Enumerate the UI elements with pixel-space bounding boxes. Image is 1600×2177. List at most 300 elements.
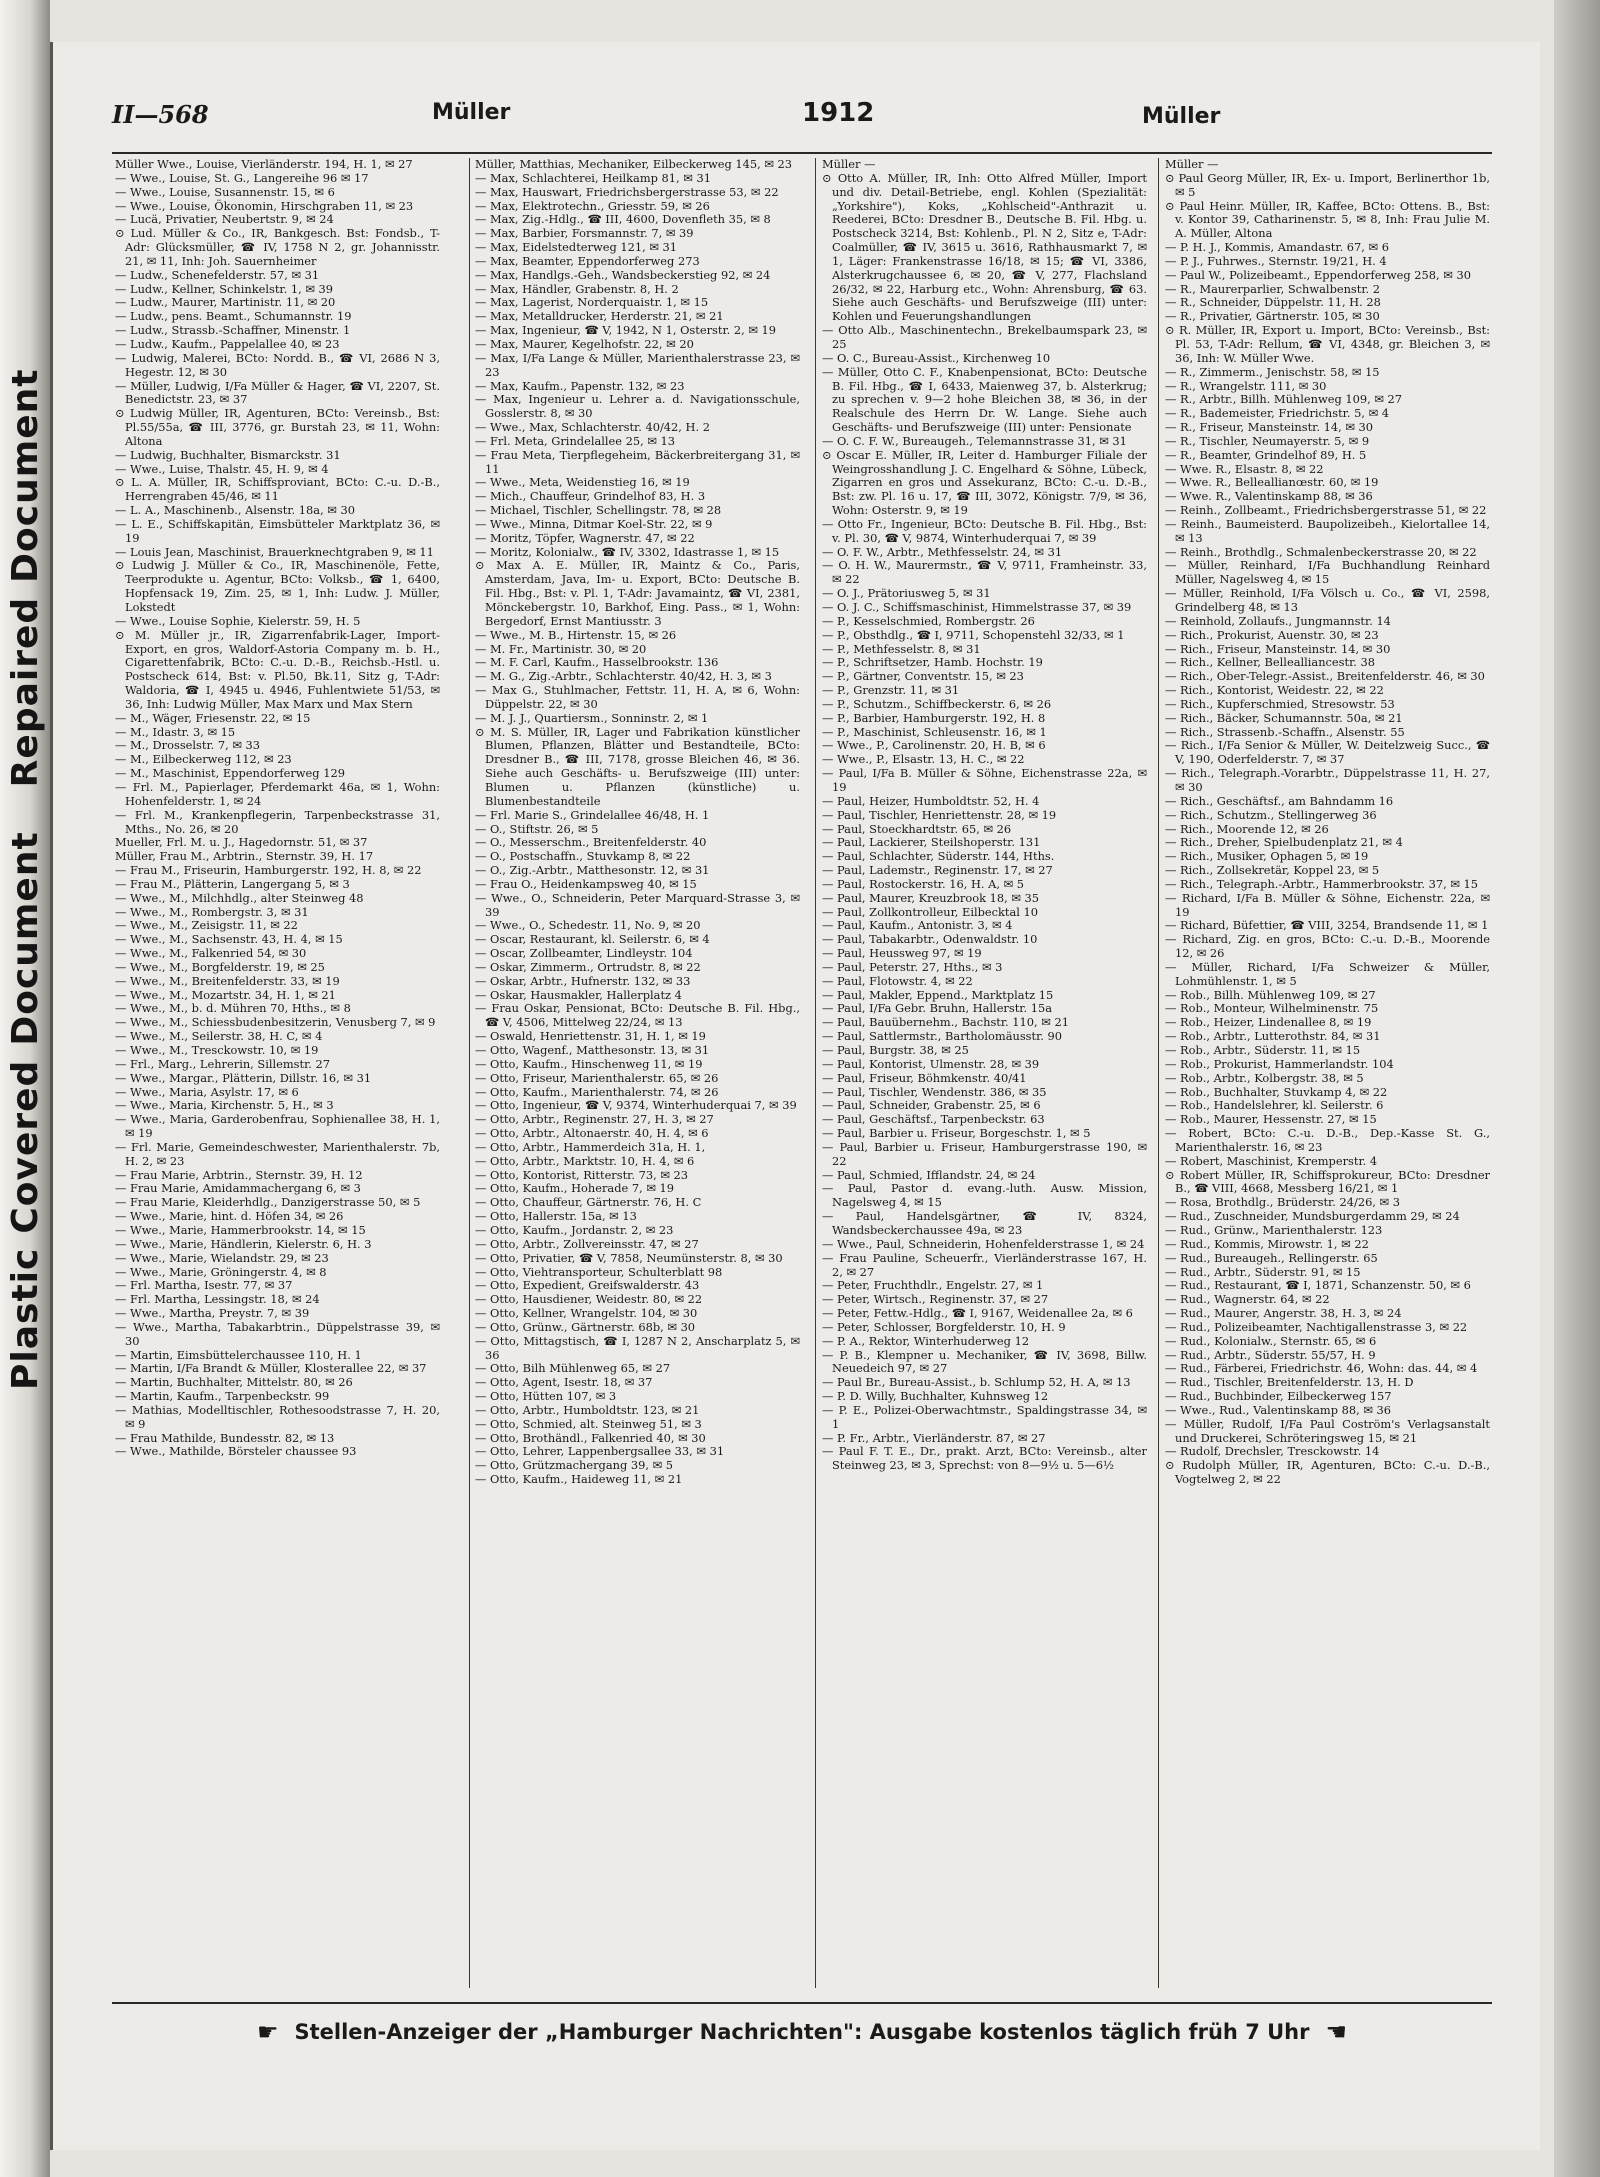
directory-entry: — Wwe., M., b. d. Mühren 70, Hths., ✉ 8 (115, 1001, 351, 1016)
directory-entry: — R., Bademeister, Friedrichstr. 5, ✉ 4 (1165, 406, 1390, 421)
directory-entry: — Paul, Flotowstr. 4, ✉ 22 (822, 973, 973, 988)
directory-entry: — Müller, Ludwig, I/Fa Müller & Hager, ☎ VI, 2207, St. Benedictstr. 23, ✉ 37 (115, 378, 440, 407)
spine-word: Document (5, 831, 46, 1046)
directory-entry: — Wwe., M., Milchhdlg., alter Steinweg 48 (115, 890, 364, 905)
directory-entry: ⊙ Ludwig Müller, IR, Agenturen, BCto: Vereinsb., Bst: Pl.55/55a, ☎ III, 3776, gr. Burstah 23, ✉ 11, Wohn: Altona (115, 406, 440, 448)
directory-entry: — Martin, Kaufm., Tarpenbeckstr. 99 (115, 1389, 330, 1404)
directory-entry: — Martin, Buchhalter, Mittelstr. 80, ✉ 26 (115, 1375, 353, 1390)
directory-entry: — Louis Jean, Maschinist, Brauerknechtgraben 9, ✉ 11 (115, 544, 434, 559)
directory-entry: — P., Gärtner, Conventstr. 15, ✉ 23 (822, 669, 1024, 684)
header-name-right: Müller (1142, 104, 1221, 129)
directory-entry: — Rud., Arbtr., Süderstr. 91, ✉ 15 (1165, 1264, 1361, 1279)
directory-entry: — Rob., Monteur, Wilhelminenstr. 75 (1165, 1001, 1379, 1016)
directory-entry: — Rich., I/Fa Senior & Müller, W. Deitelzweig Succ., ☎ V, 190, Oderfelderstr. 7, ✉ 37 (1165, 738, 1490, 767)
directory-entry: — O., Postschaffn., Stuvkamp 8, ✉ 22 (475, 849, 691, 864)
directory-entry: — P. Fr., Arbtr., Vierländerstr. 87, ✉ 27 (822, 1430, 1046, 1445)
directory-entry: — Rud., Zuschneider, Mundsburgerdamm 29, ✉ 24 (1165, 1209, 1460, 1224)
directory-entry: — Rich., Moorende 12, ✉ 26 (1165, 821, 1329, 836)
directory-entry: — Wwe., M., Rombergstr. 3, ✉ 31 (115, 904, 309, 919)
directory-entry: — Wwe., M. B., Hirtenstr. 15, ✉ 26 (475, 627, 677, 642)
directory-entry: — P. E., Polizei-Oberwachtmstr., Spaldingstrasse 34, ✉ 1 (822, 1402, 1147, 1431)
directory-entry: — Otto, Arbtr., Reginenstr. 27, H. 3, ✉ 27 (475, 1112, 714, 1127)
directory-entry: — Wwe., Maria, Asylstr. 17, ✉ 6 (115, 1084, 299, 1099)
directory-entry: — O. H. W., Maurermstr., ☎ V, 9711, Framheinstr. 33, ✉ 22 (822, 558, 1147, 587)
directory-entry: — Max, I/Fa Lange & Müller, Marienthalerstrasse 23, ✉ 23 (475, 350, 800, 379)
directory-entry: — Oskar, Zimmerm., Ortrudstr. 8, ✉ 22 (475, 959, 701, 974)
directory-entry: — Rob., Heizer, Lindenallee 8, ✉ 19 (1165, 1015, 1372, 1030)
directory-entry: — R., Schneider, Düppelstr. 11, H. 28 (1165, 295, 1381, 310)
directory-entry: — Paul, Stoeckhardtstr. 65, ✉ 26 (822, 821, 1012, 836)
directory-entry: — Rud., Bureaugeh., Rellingerstr. 65 (1165, 1250, 1378, 1265)
directory-entry: — Paul, Sattlermstr., Bartholomäusstr. 90 (822, 1029, 1063, 1044)
directory-entry: — Rud., Buchbinder, Eilbeckerweg 157 (1165, 1389, 1392, 1404)
directory-entry: — Ludw., Kaufm., Pappelallee 40, ✉ 23 (115, 336, 340, 351)
directory-entry: — Peter, Fettw.-Hdlg., ☎ I, 9167, Weidenallee 2a, ✉ 6 (822, 1306, 1133, 1321)
directory-entry: — M., Drosselstr. 7, ✉ 33 (115, 738, 261, 753)
directory-entry: — Müller, Reinhold, I/Fa Völsch u. Co., ☎ VI, 2598, Grindelberg 48, ✉ 13 (1165, 586, 1490, 614)
directory-entry: — Frl. Meta, Grindelallee 25, ✉ 13 (475, 433, 676, 448)
directory-entry: — M. J. J., Quartiersm., Sonninstr. 2, ✉ 1 (475, 710, 709, 725)
directory-entry: — Otto, Kaufm., Jordanstr. 2, ✉ 23 (475, 1222, 674, 1237)
directory-entry: — Frl. M., Krankenpflegerin, Tarpenbeckstrasse 31, Mths., No. 26, ✉ 20 (115, 807, 440, 836)
spine-word: Covered (5, 1059, 46, 1234)
directory-entry: — Paul Br., Bureau-Assist., b. Schlump 52, H. A, ✉ 13 (822, 1375, 1131, 1390)
directory-entry: — P. A., Rektor, Winterhuderweg 12 (822, 1333, 1030, 1348)
directory-entry: — Paul, Burgstr. 38, ✉ 25 (822, 1043, 969, 1057)
header-name-left: Müller (432, 100, 511, 125)
directory-entry: — Peter, Fruchthdlr., Engelstr. 27, ✉ 1 (822, 1278, 1044, 1293)
directory-entry: — Paul, Schmied, Ifflandstr. 24, ✉ 24 (822, 1167, 1036, 1182)
directory-entry: — Otto, Hallerstr. 15a, ✉ 13 (475, 1209, 637, 1224)
directory-entry: — O., Messerschm., Breitenfelderstr. 40 (475, 835, 707, 850)
directory-entry: — Max, Eidelstedterweg 121, ✉ 31 (475, 240, 678, 255)
directory-entry: — Wwe. R., Elsastr. 8, ✉ 22 (1165, 461, 1324, 476)
directory-entry: — M., Maschinist, Eppendorferweg 129 (115, 766, 345, 781)
page-header (112, 98, 1221, 142)
directory-entry: — Müller, Otto C. F., Knabenpensionat, BCto: Deutsche B. Fil. Hbg., ☎ I, 6433, Maienweg 37, b. Alsterkrug; zu sprechen v. 9—2 hohe Bleichen 38, ✉ 36, in der Realschule des Herrn Dr. W. Lange. Siehe auch Geschäfts- und Berufszweige (III) unter: Pensionate (822, 364, 1147, 435)
directory-entry: — M., Wäger, Friesenstr. 22, ✉ 15 (115, 710, 311, 725)
directory-entry: — Paul F. T. E., Dr., prakt. Arzt, BCto: Vereinsb., alter Steinweg 23, ✉ 3, Sprechst: von 8—9½ u. 5—6½ (822, 1444, 1147, 1473)
directory-entry: Mueller, Frl. M. u. J., Hagedornstr. 51, ✉ 37 (115, 835, 368, 850)
directory-entry: — Paul, I/Fa B. Müller & Söhne, Eichenstrasse 22a, ✉ 19 (822, 766, 1147, 794)
directory-entry: — Frau O., Heidenkampsweg 40, ✉ 15 (475, 876, 697, 891)
directory-entry: — Rudolf, Drechsler, Tresckowstr. 14 (1165, 1444, 1380, 1459)
directory-entry: — Rob., Handelslehrer, kl. Seilerstr. 6 (1165, 1098, 1384, 1113)
directory-entry: — Paul, Lackierer, Steilshoperstr. 131 (822, 835, 1041, 850)
directory-entry: — Richard, Büfettier, ☎ VIII, 3254, Brandsende 11, ✉ 1 (1165, 918, 1489, 933)
directory-entry: — Rob., Prokurist, Hammerlandstr. 104 (1165, 1056, 1394, 1071)
plastic-cover-spine (0, 0, 50, 2177)
directory-entry: — Rob., Arbtr., Süderstr. 11, ✉ 15 (1165, 1043, 1361, 1057)
directory-entry: — Rich., Friseur, Mansteinstr. 14, ✉ 30 (1165, 641, 1391, 656)
directory-entry: — Paul, Barbier u. Friseur, Hamburgerstrasse 190, ✉ 22 (822, 1139, 1147, 1168)
directory-entry: — Rob., Arbtr., Lutterothstr. 84, ✉ 31 (1165, 1029, 1381, 1044)
directory-entry: — Ludw., pens. Beamt., Schumannstr. 19 (115, 309, 352, 324)
directory-entry: — Moritz, Töpfer, Wagnerstr. 47, ✉ 22 (475, 530, 695, 545)
directory-entry: — Rud., Grünw., Marienthalerstr. 123 (1165, 1222, 1383, 1237)
directory-entry: — Otto, Arbtr., Altonaerstr. 40, H. 4, ✉ 6 (475, 1126, 709, 1141)
directory-entry: — P., Schriftsetzer, Hamb. Hochstr. 19 (822, 655, 1043, 670)
directory-entry: — Reinh., Brothdlg., Schmalenbeckerstrasse 20, ✉ 22 (1165, 544, 1477, 559)
directory-entry: — Rud., Färberei, Friedrichstr. 46, Wohn: das. 44, ✉ 4 (1165, 1361, 1478, 1376)
directory-entry: — Rud., Restaurant, ☎ I, 1871, Schanzenstr. 50, ✉ 6 (1165, 1278, 1471, 1293)
directory-entry: — Wwe., Louise Sophie, Kielerstr. 59, H. 5 (115, 613, 361, 628)
directory-entry: — Wwe., M., Tresckowstr. 10, ✉ 19 (115, 1043, 319, 1057)
directory-entry: — Otto, Bilh Mühlenweg 65, ✉ 27 (475, 1361, 671, 1376)
directory-entry: — Wwe., Martha, Preystr. 7, ✉ 39 (115, 1306, 310, 1321)
directory-entry: — Ludw., Kellner, Schinkelstr. 1, ✉ 39 (115, 281, 333, 296)
directory-entry: — P., Methfesselstr. 8, ✉ 31 (822, 641, 981, 656)
directory-entry: — R., Maurerparlier, Schwalbenstr. 2 (1165, 281, 1381, 296)
directory-entry: — Paul, Pastor d. evang.-luth. Ausw. Mission, Nagelsweg 4, ✉ 15 (822, 1181, 1147, 1210)
directory-entry: — O., Stiftstr. 26, ✉ 5 (475, 821, 599, 836)
directory-entry: — Reinhold, Zollaufs., Jungmannstr. 14 (1165, 613, 1391, 628)
directory-entry: ⊙ Paul Heinr. Müller, IR, Kaffee, BCto: Ottens. B., Bst: v. Kontor 39, Catharinenstr. 5, ✉ 8, Inh: Frau Julie M. A. Müller, Altona (1165, 198, 1490, 241)
directory-entry: — Otto, Mittagstisch, ☎ I, 1287 N 2, Anscharplatz 5, ✉ 36 (475, 1333, 800, 1362)
directory-entry: — Otto, Arbtr., Humboldtstr. 123, ✉ 21 (475, 1402, 700, 1417)
directory-entry: — Max, Ingenieur, ☎ V, 1942, N 1, Osterstr. 2, ✉ 19 (475, 323, 777, 338)
directory-entry: — Max, Kaufm., Papenstr. 132, ✉ 23 (475, 378, 685, 393)
directory-entry: — Wwe., O., Schneiderin, Peter Marquard-Strasse 3, ✉ 39 (475, 890, 800, 919)
directory-entry: ⊙ R. Müller, IR, Export u. Import, BCto: Vereinsb., Bst: Pl. 53, T-Adr: Rellum, ☎ VI, 4348, gr. Bleichen 3, ✉ 36, Inh: W. Müller Wwe. (1165, 323, 1490, 365)
directory-entry: — Otto, Viehtransporteur, Schulterblatt 98 (475, 1264, 723, 1279)
directory-entry: — Max, Handlgs.-Geh., Wandsbeckerstieg 92, ✉ 24 (475, 267, 771, 282)
directory-entry: Müller — (1165, 158, 1219, 171)
directory-entry: — Frl., Marg., Lehrerin, Sillemstr. 27 (115, 1056, 331, 1071)
directory-entry: — Wwe. R., Belleallianœstr. 60, ✉ 19 (1165, 475, 1379, 490)
directory-entry: — Frl. Martha, Isestr. 77, ✉ 37 (115, 1278, 293, 1293)
directory-entry: — R., Privatier, Gärtnerstr. 105, ✉ 30 (1165, 309, 1380, 324)
directory-entry: — Rich., Prokurist, Auenstr. 30, ✉ 23 (1165, 627, 1379, 642)
directory-entry: — Ludw., Strassb.-Schaffner, Minenstr. 1 (115, 323, 351, 338)
directory-entry: — Frl. Marie S., Grindelallee 46/48, H. 1 (475, 807, 710, 822)
column-divider (815, 158, 816, 1988)
directory-entry: — Wwe., Marie, Wielandstr. 29, ✉ 23 (115, 1250, 329, 1265)
directory-entry: — Wwe., Martha, Tabakarbtrin., Düppelstrasse 39, ✉ 30 (115, 1319, 440, 1348)
directory-entry: — Wwe., Louise, St. G., Langereihe 96 ✉ 17 (115, 170, 369, 185)
directory-entry: ⊙ M. Müller jr., IR, Zigarrenfabrik-Lager, Import-Export, en gros, Waldorf-Astoria Company m. b. H., Cigarettenfabrik, BCto: C.-u. D.-B., Reichsb.-Hstl. u. Postscheck 614, Bst: v. Pl.50, Bk.11, Sitz g, T-Adr: Waldoria, ☎ I, 4945 u. 4946, Fuhlentwiete 51/53, ✉ 36, Inh: Ludwig Müller, Max Marx und Max Stern (115, 627, 440, 711)
directory-entry: — Max, Händler, Grabenstr. 8, H. 2 (475, 281, 679, 296)
directory-entry: — Frau Mathilde, Bundesstr. 82, ✉ 13 (115, 1430, 335, 1445)
directory-entry: ⊙ Oscar E. Müller, IR, Leiter d. Hamburger Filiale der Weingrosshandlung J. C. Engelhard & Söhne, Lübeck, Zigarren en gros und Assekuranz, BCto: C.-u. D.-B., Bst: zw. Pl. 16 u. 17, ☎ III, 3072, Königstr. 7/9, ✉ 36, Wohn: Osterstr. 9, ✉ 19 (822, 447, 1147, 518)
directory-entry: — Wwe., Luise, Thalstr. 45, H. 9, ✉ 4 (115, 461, 329, 476)
directory-entry: — P., Maschinist, Schleusenstr. 16, ✉ 1 (822, 724, 1047, 739)
directory-entry: — Otto, Arbtr., Zollvereinsstr. 47, ✉ 27 (475, 1236, 699, 1251)
directory-entry: — Otto, Kaufm., Marienthalerstr. 74, ✉ 26 (475, 1084, 719, 1099)
directory-entry: — Rich., Bäcker, Schumannstr. 50a, ✉ 21 (1165, 710, 1403, 725)
directory-entry: — Wwe., Meta, Weidenstieg 16, ✉ 19 (475, 475, 690, 490)
directory-entry: — Ludw., Maurer, Martinistr. 11, ✉ 20 (115, 295, 336, 310)
directory-entry: — Otto, Chauffeur, Gärtnerstr. 76, H. C (475, 1195, 702, 1210)
directory-entry: — Otto, Kaufm., Haideweg 11, ✉ 21 (475, 1472, 683, 1487)
directory-entry: — Peter, Schlosser, Borgfelderstr. 10, H. 9 (822, 1319, 1066, 1334)
directory-entry: — Otto Fr., Ingenieur, BCto: Deutsche B. Fil. Hbg., Bst: v. Pl. 30, ☎ V, 9874, Winterhuderquai 7, ✉ 39 (822, 516, 1147, 545)
directory-entry: — P. D. Willy, Buchhalter, Kuhnsweg 12 (822, 1389, 1049, 1404)
directory-entry: — Wwe., Marie, Gröningerstr. 4, ✉ 8 (115, 1264, 327, 1279)
page-number: II—568 (112, 100, 209, 129)
directory-entry: — Oswald, Henriettenstr. 31, H. 1, ✉ 19 (475, 1029, 706, 1044)
directory-entry: — Rich., Ober-Telegr.-Assist., Breitenfelderstr. 46, ✉ 30 (1165, 669, 1485, 684)
directory-entry: — Wwe., O., Schedestr. 11, No. 9, ✉ 20 (475, 918, 701, 933)
directory-entry: — Otto, Kaufm., Hinschenweg 11, ✉ 19 (475, 1056, 703, 1071)
directory-entry: — P., Barbier, Hamburgerstr. 192, H. 8 (822, 710, 1046, 725)
directory-entry: — L. E., Schiffskapitän, Eimsbütteler Marktplatz 36, ✉ 19 (115, 516, 440, 545)
directory-entry: — O. C. F. W., Bureaugeh., Telemannstrasse 31, ✉ 31 (822, 433, 1127, 448)
directory-entry: — R., Wrangelstr. 111, ✉ 30 (1165, 378, 1327, 393)
directory-entry: ⊙ L. A. Müller, IR, Schiffsproviant, BCto: C.-u. D.-B., Herrengraben 45/46, ✉ 11 (115, 475, 440, 504)
directory-entry: — Wwe., M., Sachsenstr. 43, H. 4, ✉ 15 (115, 932, 343, 947)
directory-entry: — Paul, Makler, Eppend., Marktplatz 15 (822, 987, 1054, 1002)
directory-entry: — Otto, Schmied, alt. Steinweg 51, ✉ 3 (475, 1416, 702, 1431)
page-edge (1554, 0, 1600, 2177)
directory-entry: — Rud., Maurer, Angerstr. 38, H. 3, ✉ 24 (1165, 1306, 1402, 1321)
directory-entry: — Wwe., M., Mozartstr. 34, H. 1, ✉ 21 (115, 987, 336, 1002)
directory-entry: — Oskar, Arbtr., Hufnerstr. 132, ✉ 33 (475, 973, 691, 988)
directory-entry: — Frau M., Friseurin, Hamburgerstr. 192, H. 8, ✉ 22 (115, 863, 422, 878)
directory-entry: — Wwe., Margar., Plätterin, Dillstr. 16, ✉ 31 (115, 1070, 372, 1085)
directory-entry: — Frau Marie, Arbtrin., Sternstr. 39, H. 12 (115, 1167, 363, 1182)
directory-entry: — Rud., Kommis, Mirowstr. 1, ✉ 22 (1165, 1236, 1369, 1251)
column-1 (115, 158, 440, 1993)
directory-entry: — Otto, Agent, Isestr. 18, ✉ 37 (475, 1375, 653, 1390)
pointing-hand-icon: ☚ (1325, 2018, 1347, 2046)
directory-entry: — Otto Alb., Maschinentechn., Brekelbaumspark 23, ✉ 25 (822, 323, 1147, 351)
directory-entry: — Frl. Marie, Gemeindeschwester, Marienthalerstr. 7b, H. 2, ✉ 23 (115, 1139, 440, 1168)
directory-entry: — Wwe., P., Carolinenstr. 20, H. B, ✉ 6 (822, 738, 1046, 753)
directory-entry: — Peter, Wirtsch., Reginenstr. 37, ✉ 27 (822, 1292, 1049, 1307)
directory-entry: — Lucä, Privatier, Neubertstr. 9, ✉ 24 (115, 212, 334, 227)
directory-entry: — Paul, Kaufm., Antonistr. 3, ✉ 4 (822, 918, 1013, 933)
directory-entry: Müller, Matthias, Mechaniker, Eilbeckerweg 145, ✉ 23 (475, 158, 793, 171)
directory-entry: — Paul, Geschäftsf., Tarpenbeckstr. 63 (822, 1112, 1045, 1127)
directory-entry: — Paul, Handelsgärtner, ☎ IV, 8324, Wandsbeckerchaussee 49a, ✉ 23 (822, 1209, 1147, 1237)
directory-entry: — R., Friseur, Mansteinstr. 14, ✉ 30 (1165, 420, 1373, 435)
directory-entry: ⊙ M. S. Müller, IR, Lager und Fabrikation künstlicher Blumen, Pflanzen, Blätter und Bestandteile, BCto: Dresdner B., ☎ III, 7178, grosse Bleichen 46, ✉ 36. Siehe auch Geschäfts- u. Berufszweige (III) unter: Blumen u. Pflanzen (künstliche) u. Blumenbestandteile (475, 724, 800, 808)
directory-entry: — Paul, Friseur, Böhmkenstr. 40/41 (822, 1070, 1027, 1085)
directory-entry: — O. C., Bureau-Assist., Kirchenweg 10 (822, 350, 1051, 365)
directory-entry: — Rich., Telegraph.-Vorarbtr., Düppelstrasse 11, H. 27, ✉ 30 (1165, 766, 1490, 794)
directory-entry: — Wwe., Rud., Valentinskamp 88, ✉ 36 (1165, 1402, 1392, 1417)
directory-entry: — Mathias, Modelltischler, Rothesoodstrasse 7, H. 20, ✉ 9 (115, 1402, 440, 1431)
directory-entry: — Rich., Schutzm., Stellingerweg 36 (1165, 807, 1377, 822)
directory-entry: — Wwe., Maria, Kirchenstr. 5, H., ✉ 3 (115, 1098, 334, 1113)
directory-entry: — Rud., Polizeibeamter, Nachtigallenstrasse 3, ✉ 22 (1165, 1319, 1468, 1334)
directory-entry: — Ludwig, Malerei, BCto: Nordd. B., ☎ VI, 2686 N 3, Hegestr. 12, ✉ 30 (115, 350, 440, 379)
directory-entry: — Wwe., M., Falkenried 54, ✉ 30 (115, 946, 307, 961)
directory-entry: — Wwe., Louise, Susannenstr. 15, ✉ 6 (115, 184, 335, 199)
directory-entry: — Mich., Chauffeur, Grindelhof 83, H. 3 (475, 489, 706, 504)
directory-entry: — Otto, Hausdiener, Weidestr. 80, ✉ 22 (475, 1292, 703, 1307)
directory-entry: — P., Schutzm., Schiffbeckerstr. 6, ✉ 26 (822, 696, 1052, 711)
directory-entry: — M., Idastr. 3, ✉ 15 (115, 724, 236, 739)
footer-banner (112, 2012, 1492, 2052)
directory-entry: — Paul, Bauübernehm., Bachstr. 110, ✉ 21 (822, 1015, 1069, 1030)
directory-entry: — Max, Elektrotechn., Griesstr. 59, ✉ 26 (475, 198, 710, 213)
directory-entry: — O. F. W., Arbtr., Methfesselstr. 24, ✉ 31 (822, 544, 1063, 559)
directory-entry: — Frau Marie, Kleiderhdlg., Danzigerstrasse 50, ✉ 5 (115, 1195, 421, 1210)
directory-entry: ⊙ Robert Müller, IR, Schiffsprokureur, BCto: Dresdner B., ☎ VIII, 4668, Messberg 16/21, ✉ 1 (1165, 1167, 1490, 1196)
footer-rule (112, 2002, 1492, 2004)
directory-entry: — Paul, Tischler, Wendenstr. 386, ✉ 35 (822, 1084, 1047, 1099)
directory-entry: — O. J. C., Schiffsmaschinist, Himmelstrasse 37, ✉ 39 (822, 600, 1132, 614)
directory-entry: — Max, Hauswart, Friedrichsbergerstrasse 53, ✉ 22 (475, 184, 779, 199)
directory-entry: — Rob., Billh. Mühlenweg 109, ✉ 27 (1165, 987, 1376, 1002)
directory-entry: — R., Beamter, Grindelhof 89, H. 5 (1165, 447, 1367, 462)
directory-entry: ⊙ Otto A. Müller, IR, Inh: Otto Alfred Müller, Import und div. Detail-Betriebe, engl. Kohlen (Spezialität: „Yorkshire"), Koks, „Kohlscheid"-Anthrazit u. Reederei, BCto: Dresdner B., Deutsche B. Fil. Hbg. u. Postscheck 3214, Bst: Kohlenb., Pl. N 2, Sitz e, T-Adr: Coalmüller, ☎ IV, 3615 u. 3616, Rathhausmarkt 7, ✉ 1, Läger: Frankenstrasse 16/18, ✉ 15; ☎ VI, 3386, Alsterkrugchaussee 6, ✉ 20, ☎ V, 277, Flachsland 26/32, ✉ 22, Harburg etc., Wohn: Ahrensburg, ☎ 63. Siehe auch Geschäfts- und Berufszweige (III) unter: Kohlen und Feuerungshandlungen (822, 170, 1147, 324)
directory-entry: — Paul, Lademstr., Reginenstr. 17, ✉ 27 (822, 863, 1053, 878)
directory-entry: — Otto, Lehrer, Lappenbergsallee 33, ✉ 31 (475, 1444, 725, 1459)
directory-entry: — Paul, Schneider, Grabenstr. 25, ✉ 6 (822, 1098, 1041, 1113)
spine-word: Repaired (5, 596, 46, 788)
directory-entry: ⊙ Lud. Müller & Co., IR, Bankgesch. Bst: Fondsb., T-Adr: Glücksmüller, ☎ IV, 1758 N 2, gr. Johannisstr. 21, ✉ 11, Inh: Joh. Sauernheimer (115, 226, 440, 268)
directory-entry: — Rud., Arbtr., Süderstr. 55/57, H. 9 (1165, 1347, 1376, 1362)
directory-entry: — R., Tischler, Neumayerstr. 5, ✉ 9 (1165, 433, 1370, 448)
directory-entry: — P. J., Fuhrwes., Sternstr. 19/21, H. 4 (1165, 253, 1387, 268)
directory-entry: — Max, Maurer, Kegelhofstr. 22, ✉ 20 (475, 336, 694, 351)
directory-entry: — O. J., Prätoriusweg 5, ✉ 31 (822, 586, 991, 601)
directory-entry: — Otto, Kaufm., Hoherade 7, ✉ 19 (475, 1181, 675, 1196)
directory-entry: — Otto, Friseur, Marienthalerstr. 65, ✉ 26 (475, 1070, 719, 1085)
directory-entry: — Paul, Heussweg 97, ✉ 19 (822, 946, 982, 961)
directory-entry: Müller, Frau M., Arbtrin., Sternstr. 39, H. 17 (115, 849, 374, 864)
directory-entry: — Paul, Tischler, Henriettenstr. 28, ✉ 19 (822, 807, 1057, 822)
directory-entry: — P. H. J., Kommis, Amandastr. 67, ✉ 6 (1165, 240, 1389, 255)
directory-entry: — Rich., Musiker, Ophagen 5, ✉ 19 (1165, 849, 1369, 864)
directory-entry: — Rob., Maurer, Hessenstr. 27, ✉ 15 (1165, 1112, 1377, 1127)
directory-entry: — Paul, Tabakarbtr., Odenwaldstr. 10 (822, 932, 1038, 947)
directory-entry: — Paul, Rostockerstr. 16, H. A, ✉ 5 (822, 876, 1025, 891)
directory-entry: — Rud., Tischler, Breitenfelderstr. 13, H. D (1165, 1375, 1414, 1390)
directory-entry: — Oscar, Zollbeamter, Lindleystr. 104 (475, 946, 693, 961)
directory-entry: — Max, Beamter, Eppendorferweg 273 (475, 253, 700, 268)
directory-entry: — Wwe., Marie, hint. d. Höfen 34, ✉ 26 (115, 1209, 344, 1224)
column-divider (469, 158, 470, 1988)
directory-entry: — Wwe., P., Elsastr. 13, H. C., ✉ 22 (822, 752, 1025, 767)
directory-entry: — P. B., Klempner u. Mechaniker, ☎ IV, 3698, Billw. Neuedeich 97, ✉ 27 (822, 1347, 1147, 1376)
directory-entry: — Paul, Barbier u. Friseur, Borgeschstr. 1, ✉ 5 (822, 1126, 1091, 1141)
directory-entry: — Michael, Tischler, Schellingstr. 78, ✉ 28 (475, 503, 722, 518)
directory-entry: ⊙ Max A. E. Müller, IR, Maintz & Co., Paris, Amsterdam, Java, Im- u. Export, BCto: Deutsche B. Fil. Hbg., Bst: v. Pl. 1, T-Adr: Javamaintz, ☎ VI, 2381, Mönckebergstr. 10, Barkhof, Eing. Pass., ✉ 1, Wohn: Bergedorf, Ernst Mantiusstr. 3 (475, 558, 800, 628)
directory-entry: — Rich., Dreher, Spielbudenplatz 21, ✉ 4 (1165, 835, 1403, 850)
spine-word: Document (5, 368, 46, 583)
directory-entry: — Paul, Peterstr. 27, Hths., ✉ 3 (822, 959, 1003, 974)
directory-entry: — Rob., Buchhalter, Stuvkamp 4, ✉ 22 (1165, 1084, 1388, 1099)
directory-entry: ⊙ Ludwig J. Müller & Co., IR, Maschinenöle, Fette, Teerprodukte u. Agentur, BCto: Volksb., ☎ 1, 6400, Hopfensack 19, Zim. 25, ✉ 1, Inh: Ludw. J. Müller, Lokstedt (115, 558, 440, 614)
directory-entry: — Otto, Grützmachergang 39, ✉ 5 (475, 1458, 674, 1473)
directory-entry: — Rich., Zollsekretär, Koppel 23, ✉ 5 (1165, 863, 1380, 878)
directory-entry: — Frl. M., Papierlager, Pferdemarkt 46a, ✉ 1, Wohn: Hohenfelderstr. 1, ✉ 24 (115, 779, 440, 808)
directory-entry: — Paul W., Polizeibeamt., Eppendorferweg 258, ✉ 30 (1165, 267, 1471, 282)
directory-entry: — Rich., Kontorist, Weidestr. 22, ✉ 22 (1165, 683, 1384, 698)
directory-entry: — Otto, Kellner, Wrangelstr. 104, ✉ 30 (475, 1306, 698, 1321)
directory-entry: — Frau Meta, Tierpflegeheim, Bäckerbreitergang 31, ✉ 11 (475, 447, 800, 476)
directory-entry: — Wwe., M., Schiessbudenbesitzerin, Venusberg 7, ✉ 9 (115, 1015, 436, 1030)
directory-entry: — Müller, Rudolf, I/Fa Paul Coström's Verlagsanstalt und Druckerei, Schröteringsweg 15, ✉ 21 (1165, 1416, 1490, 1445)
directory-entry: — Frau M., Plätterin, Langergang 5, ✉ 3 (115, 876, 350, 891)
directory-entry: — Wwe., Paul, Schneiderin, Hohenfelderstrasse 1, ✉ 24 (822, 1236, 1145, 1251)
directory-entry: — Rud., Wagnerstr. 64, ✉ 22 (1165, 1292, 1330, 1307)
directory-entry: — Paul, Schlachter, Süderstr. 144, Hths. (822, 849, 1055, 864)
directory-entry: — Wwe., Marie, Händlerin, Kielerstr. 6, H. 3 (115, 1236, 372, 1251)
directory-entry: — Max G., Stuhlmacher, Fettstr. 11, H. A, ✉ 6, Wohn: Düppelstr. 22, ✉ 30 (475, 683, 800, 711)
directory-entry: — O., Zig.-Arbtr., Matthesonstr. 12, ✉ 31 (475, 863, 710, 878)
directory-entry: — M. G., Zig.-Arbtr., Schlachterstr. 40/42, H. 3, ✉ 3 (475, 669, 772, 684)
directory-entry: — P., Obsthdlg., ☎ I, 9711, Schopenstehl 32/33, ✉ 1 (822, 627, 1125, 642)
directory-entry: — Reinh., Baumeisterd. Baupolizeibeh., Kielortallee 14, ✉ 13 (1165, 516, 1490, 545)
column-2 (475, 158, 800, 1993)
directory-entry: — Frl. Martha, Lessingstr. 18, ✉ 24 (115, 1292, 320, 1307)
directory-entry: — Max, Schlachterei, Heilkamp 81, ✉ 31 (475, 170, 711, 185)
directory-entry: — P., Kesselschmied, Rombergstr. 26 (822, 613, 1035, 628)
directory-entry: — Richard, I/Fa B. Müller & Söhne, Eichenstr. 22a, ✉ 19 (1165, 890, 1490, 919)
directory-entry: — Frau Pauline, Scheuerfr., Vierländerstrasse 167, H. 2, ✉ 27 (822, 1250, 1147, 1279)
directory-entry: — Otto, Wagenf., Matthesonstr. 13, ✉ 31 (475, 1043, 710, 1057)
directory-entry: — Martin, I/Fa Brandt & Müller, Klosterallee 22, ✉ 37 (115, 1361, 427, 1376)
directory-entry: — Wwe., M., Zeisigstr. 11, ✉ 22 (115, 918, 298, 933)
directory-entry: — Otto, Hütten 107, ✉ 3 (475, 1389, 617, 1404)
directory-entry: — Max, Barbier, Forsmannstr. 7, ✉ 39 (475, 226, 694, 241)
directory-entry: ⊙ Paul Georg Müller, IR, Ex- u. Import, Berlinerthor 1b, ✉ 5 (1165, 170, 1490, 199)
directory-entry: — Wwe., Max, Schlachterstr. 40/42, H. 2 (475, 420, 710, 435)
directory-entry: — Wwe., M., Breitenfelderstr. 33, ✉ 19 (115, 973, 340, 988)
directory-entry: — Paul, I/Fa Gebr. Bruhn, Hallerstr. 15a (822, 1001, 1053, 1016)
column-divider (1158, 158, 1159, 1988)
directory-entry: — Richard, Zig. en gros, BCto: C.-u. D.-B., Moorende 12, ✉ 26 (1165, 932, 1490, 961)
column-3 (822, 158, 1147, 1993)
directory-entry: — Otto, Arbtr., Marktstr. 10, H. 4, ✉ 6 (475, 1153, 695, 1168)
directory-entry: — Paul, Heizer, Humboldtstr. 52, H. 4 (822, 793, 1040, 808)
directory-entry: — Frau Marie, Amidammachergang 6, ✉ 3 (115, 1181, 361, 1196)
directory-entry: — Otto, Kontorist, Ritterstr. 73, ✉ 23 (475, 1167, 689, 1182)
directory-entry: — Max, Metalldrucker, Herderstr. 21, ✉ 21 (475, 309, 724, 324)
directory-entry: ⊙ Rudolph Müller, IR, Agenturen, BCto: C.-u. D.-B., Vogtelweg 2, ✉ 22 (1165, 1458, 1490, 1487)
column-4 (1165, 158, 1490, 1993)
directory-entry: — Wwe., M., Seilerstr. 38, H. C, ✉ 4 (115, 1029, 323, 1044)
directory-entry: — Reinh., Zollbeamt., Friedrichsbergerstrasse 51, ✉ 22 (1165, 503, 1487, 518)
directory-entry: — Max, Ingenieur u. Lehrer a. d. Navigationsschule, Gosslerstr. 8, ✉ 30 (475, 392, 800, 421)
directory-entry: — Paul, Zollkontrolleur, Eilbecktal 10 (822, 904, 1039, 919)
directory-entry: — Wwe., Louise, Ökonomin, Hirschgraben 11, ✉ 23 (115, 198, 414, 213)
directory-entry: — Rich., Geschäftsf., am Bahndamm 16 (1165, 793, 1394, 808)
directory-entry: — R., Zimmerm., Jenischstr. 58, ✉ 15 (1165, 364, 1380, 379)
directory-entry: — Müller, Reinhard, I/Fa Buchhandlung Reinhard Müller, Nagelsweg 4, ✉ 15 (1165, 558, 1490, 587)
directory-entry: — Martin, Eimsbüttelerchaussee 110, H. 1 (115, 1347, 362, 1362)
directory-entry: — Otto, Grünw., Gärtnerstr. 68b, ✉ 30 (475, 1319, 696, 1334)
directory-entry: — Rich., Telegraph.-Arbtr., Hammerbrookstr. 37, ✉ 15 (1165, 876, 1478, 891)
spine-label (5, 0, 45, 1390)
directory-entry: — Rich., Kupferschmied, Stresowstr. 53 (1165, 696, 1395, 711)
directory-entry: — Otto, Privatier, ☎ V, 7858, Neumünsterstr. 8, ✉ 30 (475, 1250, 783, 1265)
directory-entry: — Ludw., Schenefelderstr. 57, ✉ 31 (115, 267, 320, 282)
directory-entry: — Otto, Brothändl., Falkenried 40, ✉ 30 (475, 1430, 706, 1445)
directory-entry: — Otto, Expedient, Greifswalderstr. 43 (475, 1278, 700, 1293)
directory-entry: — Rich., Strassenb.-Schaffn., Alsenstr. 55 (1165, 724, 1405, 739)
footer-text: Stellen-Anzeiger der „Hamburger Nachrichten": Ausgabe kostenlos täglich früh 7 Uhr (294, 2020, 1310, 2044)
directory-entry: — Paul, Maurer, Kreuzbrook 18, ✉ 35 (822, 890, 1039, 905)
directory-entry: — Robert, Maschinist, Kremperstr. 4 (1165, 1153, 1378, 1168)
directory-entry: — M., Eilbeckerweg 112, ✉ 23 (115, 752, 292, 767)
directory-entry: — Oscar, Restaurant, kl. Seilerstr. 6, ✉ 4 (475, 932, 710, 947)
directory-entry: — Wwe., Mathilde, Börsteler chaussee 93 (115, 1444, 357, 1459)
directory-entry: — Oskar, Hausmakler, Hallerplatz 4 (475, 987, 682, 1002)
directory-entry: — M. F. Carl, Kaufm., Hasselbrookstr. 136 (475, 655, 719, 670)
directory-entry: — Otto, Ingenieur, ☎ V, 9374, Winterhuderquai 7, ✉ 39 (475, 1098, 797, 1113)
directory-entry: Müller — (822, 158, 876, 171)
directory-entry: — L. A., Maschinenb., Alsenstr. 18a, ✉ 30 (115, 503, 355, 518)
directory-entry: — Frau Oskar, Pensionat, BCto: Deutsche B. Fil. Hbg., ☎ V, 4506, Mittelweg 22/24, ✉ 13 (475, 1001, 800, 1030)
directory-entry: — Ludwig, Buchhalter, Bismarckstr. 31 (115, 447, 341, 462)
directory-entry: — Wwe., Minna, Ditmar Koel-Str. 22, ✉ 9 (475, 516, 713, 531)
